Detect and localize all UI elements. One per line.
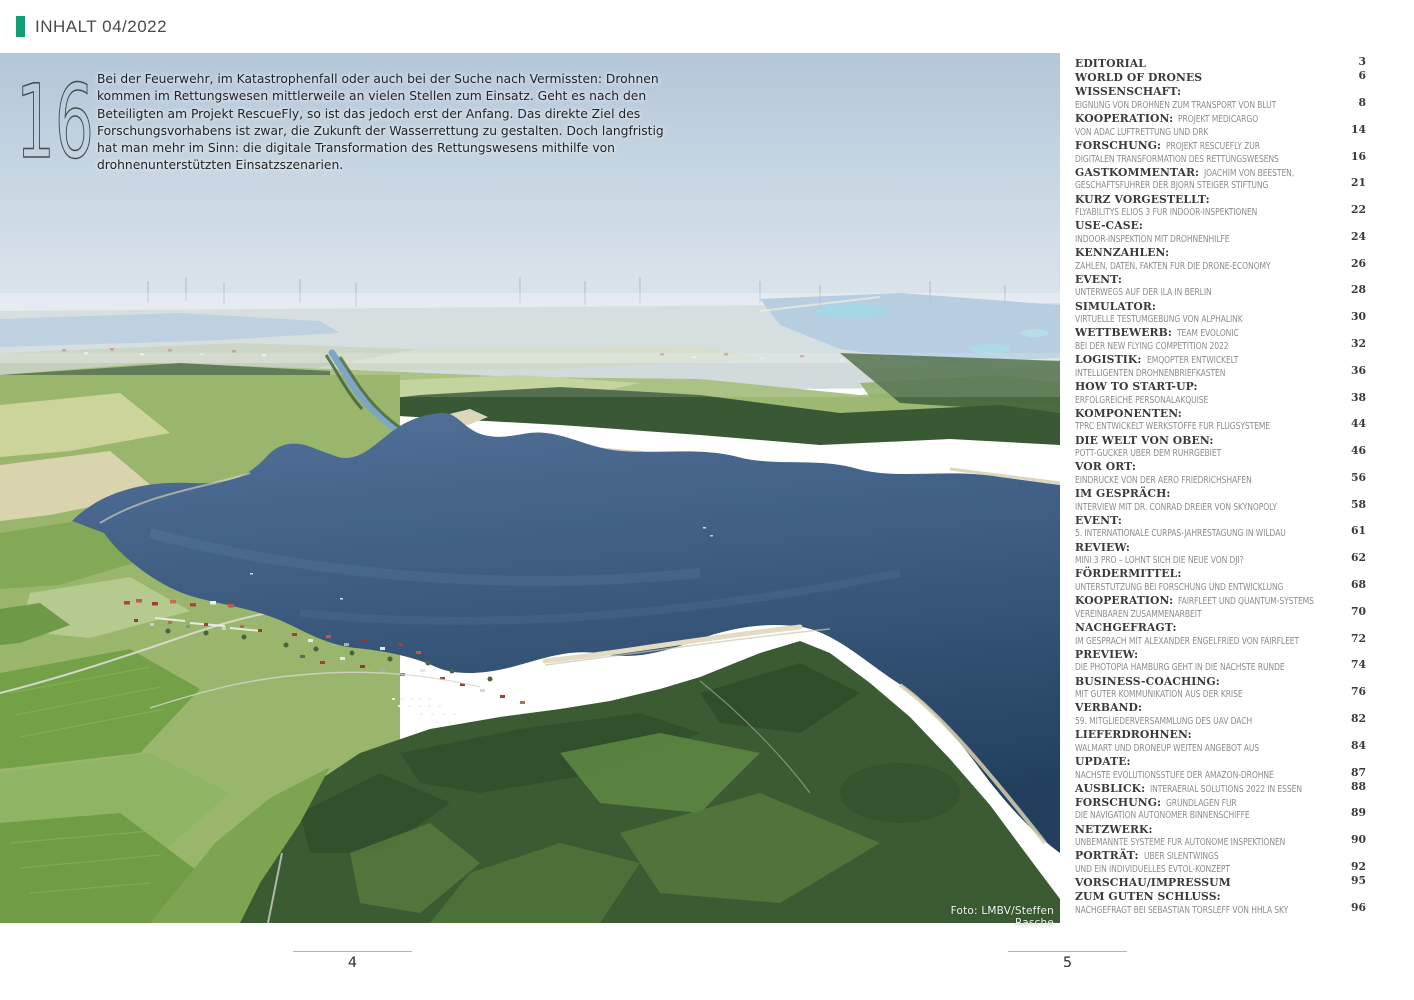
toc-entry-label: EVENT: (1075, 513, 1122, 527)
toc-entry-page-number: 70 (1350, 604, 1366, 618)
toc-entry-page-number: 58 (1350, 497, 1366, 511)
toc-entry-label: USE-CASE: (1075, 219, 1144, 233)
aerial-photo (0, 53, 1060, 923)
toc-entry-page-number: 3 (1358, 55, 1366, 68)
toc-entry-page-number: 56 (1350, 470, 1366, 484)
toc-entry-subtitle-inline: INTERAERIAL SOLUTIONS 2022 IN ESSEN (1150, 783, 1303, 795)
toc-entry-page-number: 44 (1350, 417, 1366, 431)
toc-entry-text (1075, 889, 1344, 914)
toc-entry[interactable] (1075, 459, 1366, 484)
toc-entry-text (1075, 513, 1344, 538)
toc-entry-text (1075, 70, 1344, 83)
toc-entry-label: LIEFERDROHNEN: (1075, 728, 1192, 742)
toc-entry[interactable] (1075, 700, 1366, 725)
footer-page-number-right: 5 (1008, 951, 1127, 971)
toc-entry-text (1075, 138, 1344, 163)
toc-entry[interactable] (1075, 727, 1366, 752)
toc-entry-label: WISSENSCHAFT: (1075, 85, 1182, 99)
toc-entry-text (1075, 111, 1344, 136)
feature-page-number (16, 62, 94, 181)
toc-entry[interactable] (1075, 795, 1366, 820)
toc-entry-label: VOR ORT: (1075, 460, 1136, 474)
toc-entry-page-number: 16 (1350, 149, 1366, 163)
page-title: INHALT 04/2022 (35, 16, 168, 36)
toc-entry-page-number: 76 (1350, 685, 1366, 699)
toc-entry-label: WETTBEWERB: (1075, 326, 1172, 340)
toc-entry[interactable] (1075, 620, 1366, 645)
toc-entry[interactable] (1075, 325, 1366, 350)
page-header (16, 16, 167, 37)
toc-entry-text (1075, 299, 1344, 324)
toc-entry-subtitle: NACHGEFRAGT BEI SEBASTIAN TÖRSLEFF VON HHLA SKY (1075, 905, 1289, 916)
toc-entry-page-number: 24 (1350, 229, 1366, 243)
toc-entry[interactable] (1075, 875, 1366, 888)
toc-entry-label: FORSCHUNG: (1075, 795, 1162, 809)
toc-entry-subtitle: MINI 3 PRO – LOHNT SICH DIE NEUE VON DJI? (1075, 555, 1244, 567)
toc-entry-subtitle: 5. INTERNATIONALE CURPAS-JAHRESTAGUNG IN WILDAU (1075, 528, 1286, 540)
toc-entry-label: DIE WELT VON OBEN: (1075, 433, 1214, 447)
toc-entry-text (1075, 352, 1344, 377)
feature-intro: Bei der Feuerwehr, im Katastrophenfall oder auch bei der Suche nach Vermissten: Drohnen kommen im Rettungswesen mittlerweile an vielen Stellen zum Einsatz. Geht es nach den Beteiligten am Projekt RescueFly, so ist das jedoch erst der Anfang. Das direkte Ziel des Forschungsvorhabens ist zwar, die Zukunft der Wasserrettung zu gestalten. Doch langfristig hat man mehr im Sinn: die digitale Transformation des Rettungswesens mithilfe von drohnenunterstützten Einsatzszenarien. (97, 72, 664, 173)
toc-entry[interactable] (1075, 299, 1366, 324)
toc-entry[interactable] (1075, 165, 1366, 190)
toc-entry-page-number: 87 (1350, 765, 1366, 779)
toc-entry-label: GASTKOMMENTAR: (1075, 165, 1200, 179)
toc-entry[interactable] (1075, 486, 1366, 511)
toc-entry-text (1075, 245, 1344, 270)
toc-entry-subtitle: INTERVIEW MIT DR. CONRAD DREIER VON SKYNOPOLY (1075, 501, 1277, 513)
toc-entry-label: PREVIEW: (1075, 647, 1139, 661)
toc-entry-page-number: 95 (1350, 874, 1366, 888)
toc-entry[interactable] (1075, 56, 1366, 69)
toc-entry-text (1075, 56, 1344, 69)
toc-entry-label: AUSBLICK: (1075, 781, 1146, 795)
toc-entry-label: PORTRÄT: (1075, 849, 1139, 863)
toc-entry-subtitle: ERFOLGREICHE PERSONALAKQUISE (1075, 394, 1209, 406)
toc-entry-subtitle-inline: PROJEKT MEDICARGO (1178, 114, 1259, 126)
toc-entry[interactable] (1075, 647, 1366, 672)
toc-entry[interactable] (1075, 540, 1366, 565)
toc-entry-label: NETZWERK: (1075, 822, 1153, 836)
toc-entry-subtitle-inline: EMQOPTER ENTWICKELT (1146, 355, 1238, 367)
toc-entry[interactable] (1075, 889, 1366, 914)
toc-entry-label: KOOPERATION: (1075, 594, 1174, 608)
toc-entry-text (1075, 192, 1344, 217)
toc-entry-label: FORSCHUNG: (1075, 138, 1162, 152)
toc-entry-subtitle-inline: ÜBER SILENTWINGS (1143, 851, 1219, 863)
toc-entry[interactable] (1075, 379, 1366, 404)
toc-entry-text (1075, 459, 1344, 484)
toc-entry-page-number: 26 (1350, 256, 1366, 270)
toc-entry[interactable] (1075, 218, 1366, 243)
toc-entry-subtitle: 59. MITGLIEDERVERSAMMLUNG DES UAV DACH (1075, 715, 1253, 727)
toc-entry-subtitle: VIRTUELLE TESTUMGEBUNG VON ALPHALINK (1075, 314, 1243, 326)
toc-entry[interactable] (1075, 566, 1366, 594)
toc-entry-text (1075, 674, 1344, 699)
toc-entry[interactable] (1075, 754, 1366, 779)
toc-entry[interactable] (1075, 593, 1366, 618)
toc-entry-label: LOGISTIK: (1075, 353, 1142, 367)
toc-entry-subtitle: INTELLIGENTEN DROHNENBRIEFKASTEN (1075, 367, 1226, 379)
toc-entry-page-number: 46 (1350, 444, 1366, 458)
toc-entry-subtitle: UND EIN INDIVIDUELLES EVTOL-KONZEPT (1075, 864, 1230, 876)
toc-entry-label: UPDATE: (1075, 754, 1131, 768)
toc-entry-page-number: 74 (1350, 658, 1366, 672)
toc-entry-subtitle: EINDRÜCKE VON DER AERO FRIEDRICHSHAFEN (1075, 474, 1252, 486)
photo-credit: Foto: LMBV/Steffen Rasche (950, 905, 1054, 929)
toc-entry-page-number: 6 (1358, 69, 1366, 83)
aerial-photo-illustration (0, 53, 1060, 923)
toc-entry[interactable] (1075, 513, 1366, 538)
toc-entry-label: VORSCHAU/IMPRESSUM (1075, 876, 1231, 890)
toc-entry-subtitle: NÄCHSTE EVOLUTIONSSTUFE DER AMAZON-DROHNE (1075, 769, 1274, 781)
toc-entry-label: KOMPONENTEN: (1075, 406, 1182, 420)
toc-entry-subtitle-inline: JOACHIM VON BEESTEN, (1204, 167, 1295, 179)
toc-entry-subtitle: POTT-GUCKER ÜBER DEM RUHRGEBIET (1075, 448, 1222, 460)
toc-entry-subtitle-inline: TEAM EVOLONIC (1177, 328, 1239, 340)
toc-entry-subtitle: GESCHÄFTSFÜHRER DER BJÖRN STEIGER STIFTUNG (1075, 180, 1269, 192)
toc-entry[interactable] (1075, 781, 1366, 794)
toc-entry-text (1075, 218, 1344, 243)
toc-entry[interactable] (1075, 245, 1366, 270)
toc-entry-subtitle: INDOOR-INSPEKTION MIT DROHNENHILFE (1075, 233, 1230, 245)
toc-entry-page-number: 8 (1358, 95, 1366, 109)
toc-entry-text (1075, 84, 1344, 109)
toc-entry-text (1075, 272, 1344, 297)
footer-page-number-left: 4 (293, 951, 412, 971)
toc-entry-page-number: 36 (1350, 363, 1366, 377)
toc-entry-label: VERBAND: (1075, 701, 1143, 715)
toc-entry-text (1075, 620, 1344, 645)
toc-entry[interactable] (1075, 111, 1366, 136)
toc-entry-label: BUSINESS-COACHING: (1075, 674, 1220, 688)
toc-entry-subtitle: DIE PHOTOPIA HAMBURG GEHT IN DIE NÄCHSTE RUNDE (1075, 662, 1285, 674)
toc-entry[interactable] (1075, 822, 1366, 847)
toc-entry-label: EDITORIAL (1075, 57, 1146, 70)
toc-entry-page-number: 62 (1350, 551, 1366, 565)
toc-entry-subtitle: ZAHLEN, DATEN, FAKTEN FÜR DIE DRONE-ECONOMY (1075, 260, 1271, 272)
toc-entry-subtitle: VON ADAC LUFTRETTUNG UND DRK (1075, 126, 1209, 138)
toc-entry-text (1075, 875, 1344, 888)
toc-entry-text (1075, 781, 1344, 794)
toc-entry-subtitle: UNTERSTÜTZUNG BEI FORSCHUNG UND ENTWICKLUNG (1075, 582, 1284, 594)
toc-entry-text (1075, 795, 1344, 820)
toc-entry-label: WORLD OF DRONES (1075, 71, 1203, 85)
toc-entry-page-number: 68 (1350, 578, 1366, 592)
toc-entry-label: SIMULATOR: (1075, 299, 1156, 313)
toc-entry-subtitle-inline: PROJEKT RESCUEFLY ZUR (1166, 140, 1261, 152)
toc-entry-label: HOW TO START-UP: (1075, 379, 1198, 393)
toc-entry-page-number: 90 (1350, 833, 1366, 847)
toc-entry-subtitle-inline: FAIRFLEET UND QUANTUM-SYSTEMS (1178, 596, 1315, 608)
toc-entry[interactable] (1075, 138, 1366, 163)
toc-entry-text (1075, 700, 1344, 725)
toc-entry-subtitle: UNTERWEGS AUF DER ILA IN BERLIN (1075, 287, 1212, 299)
toc-entry-text (1075, 325, 1344, 350)
toc-entry-page-number: 14 (1350, 122, 1366, 136)
toc-entry-subtitle-inline: GRUNDLAGEN FÜR (1166, 797, 1237, 809)
toc-entry-text (1075, 540, 1344, 565)
toc-entry-page-number: 72 (1350, 631, 1366, 645)
toc-entry-page-number: 92 (1350, 860, 1366, 874)
toc-entry[interactable] (1075, 352, 1366, 377)
toc-entry[interactable] (1075, 192, 1366, 217)
toc-entry-label: IM GESPRÄCH: (1075, 487, 1171, 501)
toc-entry-subtitle: IM GESPRÄCH MIT ALEXANDER ENGELFRIED VON FAIRFLEET (1075, 635, 1300, 647)
toc-entry[interactable] (1075, 848, 1366, 876)
toc-entry-subtitle: VEREINBAREN ZUSAMMENARBEIT (1075, 608, 1202, 620)
toc-entry-subtitle: BEI DER NEW FLYING COMPETITION 2022 (1075, 341, 1229, 352)
toc-entry[interactable] (1075, 406, 1366, 431)
svg-text:16: 16 (16, 62, 94, 182)
accent-bar-icon (16, 16, 25, 37)
toc-entry[interactable] (1075, 272, 1366, 297)
toc-entry-page-number: 82 (1350, 711, 1366, 725)
toc-entry-page-number: 61 (1350, 524, 1366, 538)
toc-entry-subtitle: DIE NAVIGATION AUTONOMER BINNENSCHIFFE (1075, 810, 1250, 822)
toc-entry[interactable] (1075, 84, 1366, 109)
toc-entry-subtitle: EIGNUNG VON DROHNEN ZUM TRANSPORT VON BLUT (1075, 99, 1277, 111)
toc-entry-subtitle: DIGITALEN TRANSFORMATION DES RETTUNGSWESENS (1075, 153, 1279, 165)
toc-entry-label: ZUM GUTEN SCHLUSS: (1075, 890, 1221, 904)
toc-entry-page-number: 84 (1350, 738, 1366, 752)
toc-entry[interactable] (1075, 674, 1366, 699)
toc-entry-text (1075, 727, 1344, 752)
toc-entry-label: REVIEW: (1075, 540, 1130, 554)
toc-entry-text (1075, 406, 1344, 431)
toc-entry-text (1075, 848, 1344, 876)
toc-entry-page-number: 38 (1350, 390, 1366, 404)
toc-entry-subtitle: FLYABILITYS ELIOS 3 FÜR INDOOR-INSPEKTIONEN (1075, 207, 1258, 219)
toc-entry-label: KURZ VORGESTELLT: (1075, 192, 1210, 206)
toc-entry-text (1075, 486, 1344, 511)
toc-entry-page-number: 89 (1350, 806, 1366, 820)
toc-entry-label: FÖRDERMITTEL: (1075, 567, 1182, 581)
toc-entry-text (1075, 433, 1344, 458)
toc-entry-text (1075, 566, 1344, 594)
toc-entry-text (1075, 754, 1344, 779)
toc-entry-page-number: 28 (1350, 283, 1366, 297)
toc-entry-page-number: 22 (1350, 203, 1366, 217)
toc-entry-text (1075, 379, 1344, 404)
toc-entry-subtitle: WALMART UND DRONEUP WEITEN ANGEBOT AUS (1075, 742, 1260, 754)
toc-entry-label: EVENT: (1075, 272, 1122, 286)
toc-entry-subtitle: TPRC ENTWICKELT WERKSTOFFE FÜR FLUGSYSTEME (1075, 421, 1271, 433)
toc-entry-subtitle: UNBEMANNTE SYSTEME FÜR AUTONOME INSPEKTIONEN (1075, 837, 1286, 849)
toc-entry-page-number: 88 (1350, 779, 1366, 793)
toc-entry-text (1075, 593, 1344, 618)
toc-entry-label: KENNZAHLEN: (1075, 246, 1170, 260)
toc-entry-text (1075, 165, 1344, 190)
toc-entry[interactable] (1075, 433, 1366, 458)
toc-entry-label: KOOPERATION: (1075, 112, 1174, 126)
toc-entry-label: NACHGEFRAGT: (1075, 621, 1177, 634)
toc-entry[interactable] (1075, 70, 1366, 83)
toc-entry-page-number: 21 (1350, 176, 1366, 190)
table-of-contents (1075, 56, 1366, 916)
toc-entry-text (1075, 647, 1344, 672)
toc-entry-text (1075, 822, 1344, 847)
toc-entry-page-number: 32 (1350, 337, 1366, 350)
toc-entry-subtitle: MIT GUTER KOMMUNIKATION AUS DER KRISE (1075, 689, 1243, 701)
toc-entry-page-number: 30 (1350, 310, 1366, 324)
toc-entry-page-number: 96 (1350, 901, 1366, 914)
